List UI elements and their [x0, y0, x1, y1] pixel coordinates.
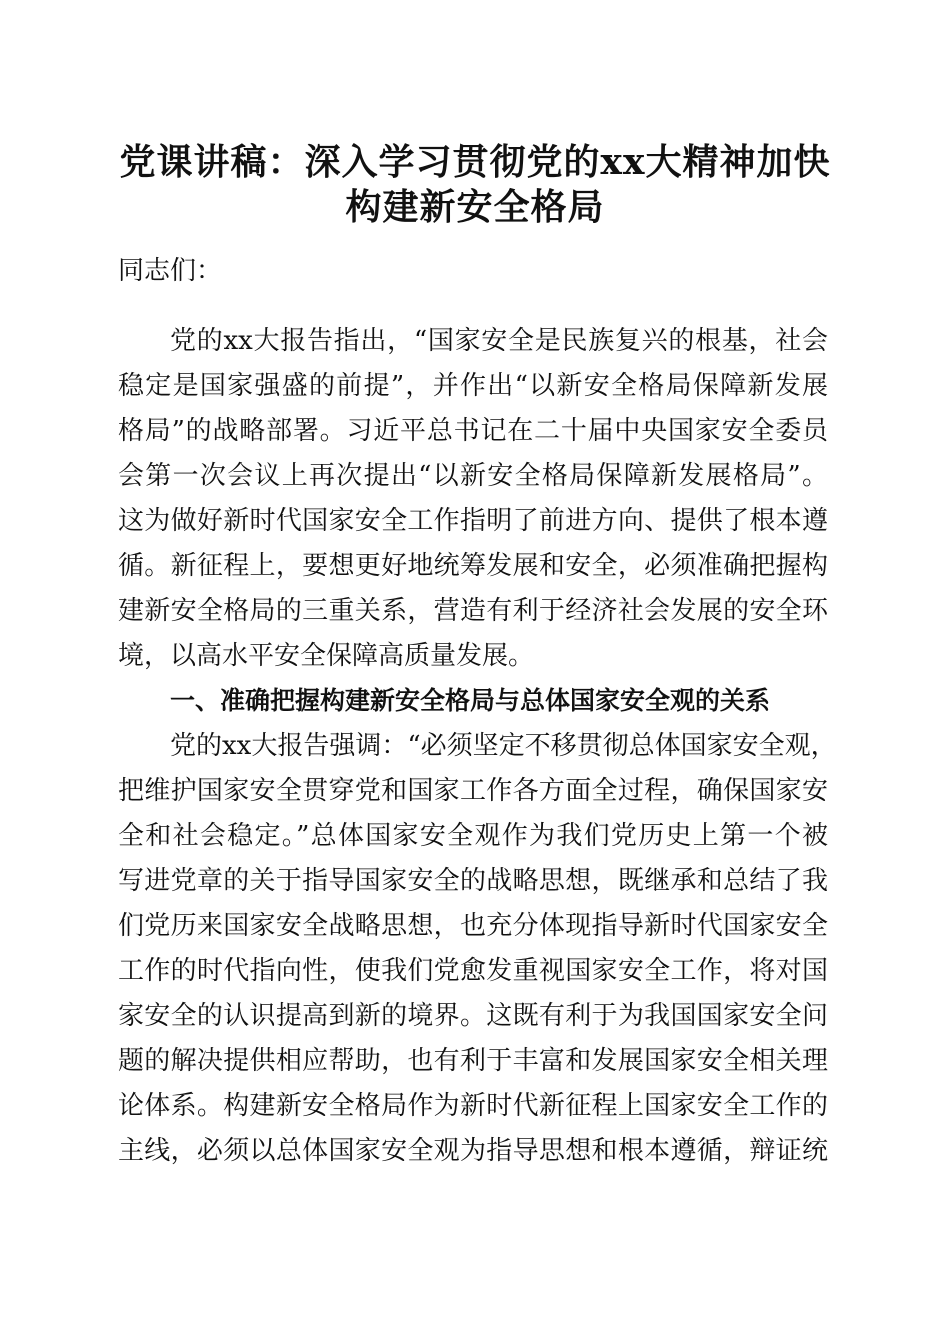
paragraph-2-line: 写进党章的关于指导国家安全的战略思想，既继承和总结了我 — [118, 866, 828, 896]
paragraph-1-line: 稳定是国家强盛的前提”，并作出“以新安全格局保障新发展 — [118, 371, 828, 401]
paragraph-2-line: 全和社会稳定。”总体国家安全观作为我们党历史上第一个被 — [118, 821, 828, 851]
document-title-line-2: 构建新安全格局 — [345, 186, 605, 228]
paragraph-1-line: 格局”的战略部署。习近平总书记在二十届中央国家安全委员 — [118, 416, 828, 446]
paragraph-2-line: 党的xx大报告强调：“必须坚定不移贯彻总体国家安全观， — [170, 731, 837, 761]
paragraph-2-line: 论体系。构建新安全格局作为新时代新征程上国家安全工作的 — [118, 1091, 828, 1121]
paragraph-1-line: 境，以高水平安全保障高质量发展。 — [118, 641, 535, 671]
paragraph-1-line: 这为做好新时代国家安全工作指明了前进方向、提供了根本遵 — [118, 506, 828, 536]
paragraph-2-line: 工作的时代指向性，使我们党愈发重视国家安全工作，将对国 — [118, 956, 828, 986]
paragraph-2-line: 们党历来国家安全战略思想，也充分体现指导新时代国家安全 — [118, 911, 828, 941]
paragraph-2-line: 主线，必须以总体国家安全观为指导思想和根本遵循，辩证统 — [118, 1136, 828, 1166]
document-title-line-1: 党课讲稿：深入学习贯彻党的xx大精神加快 — [119, 141, 831, 183]
paragraph-1-line: 党的xx大报告指出，“国家安全是民族复兴的根基，社会 — [170, 326, 828, 356]
paragraph-1-line: 建新安全格局的三重关系，营造有利于经济社会发展的安全环 — [118, 596, 828, 626]
paragraph-2-line: 题的解决提供相应帮助，也有利于丰富和发展国家安全相关理 — [118, 1046, 828, 1076]
paragraph-1-line: 循。新征程上，要想更好地统筹发展和安全，必须准确把握构 — [118, 551, 828, 581]
section-heading: 一、准确把握构建新安全格局与总体国家安全观的关系 — [170, 686, 771, 715]
paragraph-1-line: 会第一次会议上再次提出“以新安全格局保障新发展格局”。 — [118, 461, 828, 491]
paragraph-2-line: 家安全的认识提高到新的境界。这既有利于为我国国家安全问 — [118, 1001, 828, 1031]
salutation: 同志们： — [118, 256, 223, 286]
paragraph-2-line: 把维护国家安全贯穿党和国家工作各方面全过程，确保国家安 — [118, 776, 828, 806]
